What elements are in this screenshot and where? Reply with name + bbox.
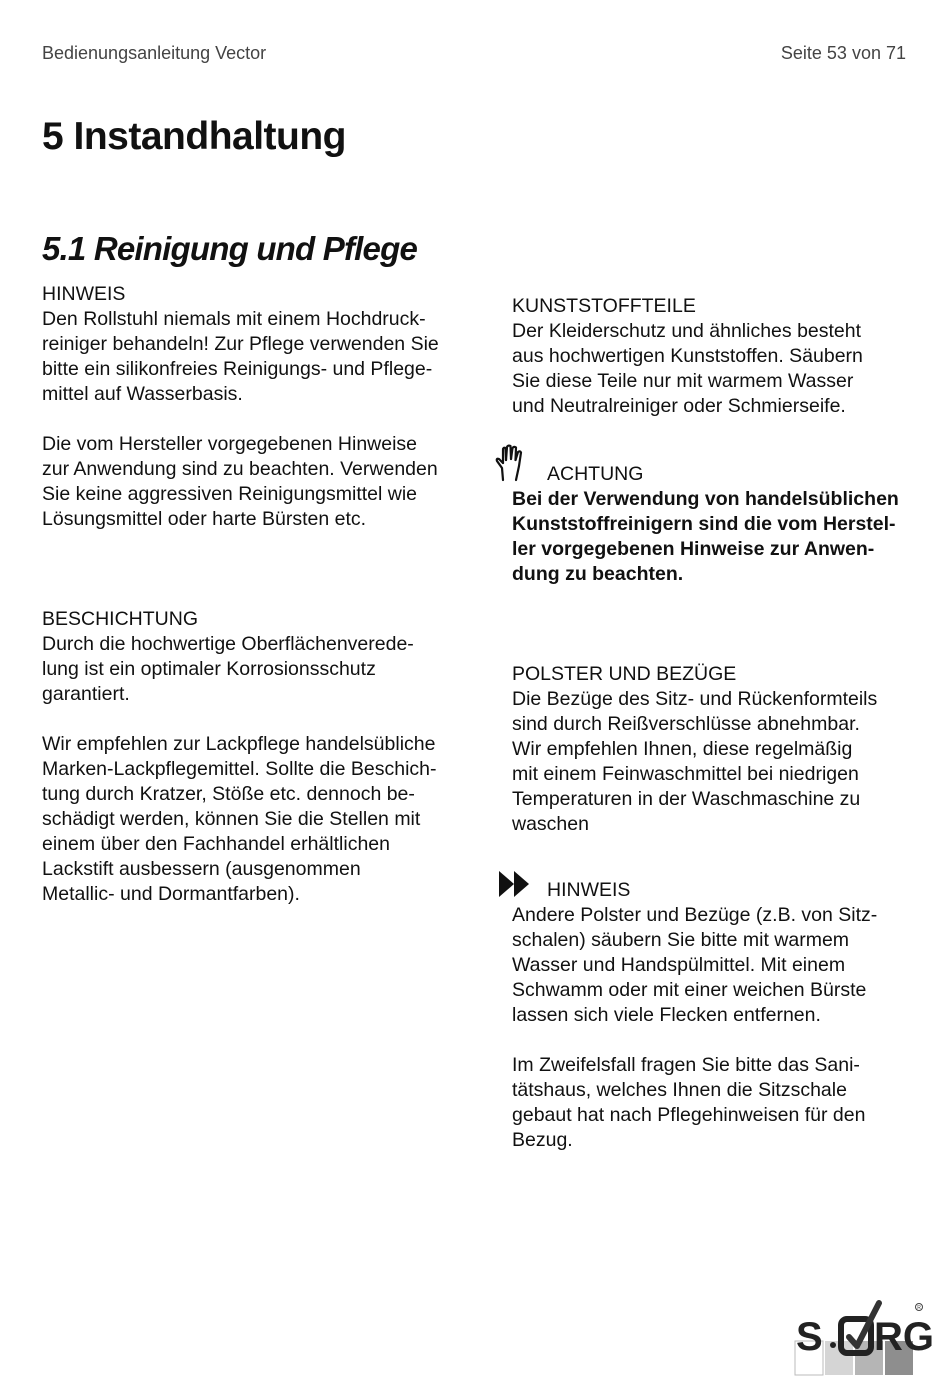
page-number: Seite 53 von 71 xyxy=(780,43,906,63)
text-line: einem über den Fachhandel erhältlichen xyxy=(42,833,390,855)
text-line: Lackstift ausbessern (ausgenommen xyxy=(42,858,361,880)
text-line: Temperaturen in der Waschmaschine zu xyxy=(512,788,861,810)
text-line: sind durch Reißverschlüsse abnehmbar. xyxy=(512,713,860,735)
chapter-title: 5 Instandhaltung xyxy=(42,115,346,158)
polster-heading: POLSTER UND BEZÜGE xyxy=(512,663,737,685)
text-line: und Neutralreiniger oder Schmierseife. xyxy=(512,395,846,417)
text-line: bitte ein silikonfreies Reinigungs- und Pflege- xyxy=(42,358,433,380)
hinweis2-heading: HINWEIS xyxy=(547,879,631,901)
text-line: Metallic- und Dormantfarben). xyxy=(42,883,300,905)
text-line: Kunststoffreinigern sind die vom Herstel- xyxy=(512,513,896,535)
beschichtung-block xyxy=(42,607,482,707)
text-line: Die vom Hersteller vorgegebenen Hinweise xyxy=(42,433,418,455)
text-line: Sie diese Teile nur mit warmem Wasser xyxy=(512,370,854,392)
hand-warning-icon xyxy=(494,444,528,482)
text-line: Durch die hochwertige Oberflächenverede- xyxy=(42,633,414,655)
text-line: Der Kleiderschutz und ähnliches besteht xyxy=(512,320,862,342)
hinweis-block xyxy=(42,282,482,407)
text-line: ler vorgegebenen Hinweise zur Anwen- xyxy=(512,538,875,560)
text-line: mittel auf Wasserbasis. xyxy=(42,383,243,405)
text-line: Marken-Lackpflegemittel. Sollte die Beschich- xyxy=(42,758,437,780)
text-line: Den Rollstuhl niemals mit einem Hochdruck- xyxy=(42,308,426,330)
text-line: waschen xyxy=(512,813,589,835)
text-line: gebaut hat nach Pflegehinweisen für den xyxy=(512,1104,866,1126)
text-line: lassen sich viele Flecken entfernen. xyxy=(512,1004,821,1026)
fast-forward-icon xyxy=(498,870,532,898)
text-line: Bei der Verwendung von handelsüblichen xyxy=(512,488,899,510)
kunststoffteile-block xyxy=(512,294,912,419)
svg-text:RG: RG xyxy=(874,1315,934,1359)
kunststoffteile-heading: KUNSTSTOFFTEILE xyxy=(512,295,696,317)
lackpflege-paragraph xyxy=(42,732,482,907)
text-line: garantiert. xyxy=(42,683,130,705)
text-line: Sie keine aggressiven Reinigungsmittel wie xyxy=(42,483,418,505)
achtung-heading: ACHTUNG xyxy=(547,463,644,485)
document-header-title: Bedienungsanleitung Vector xyxy=(42,43,267,63)
hinweis-heading: HINWEIS xyxy=(42,283,126,305)
text-line: aus hochwertigen Kunststoffen. Säubern xyxy=(512,345,863,367)
text-line: reiniger behandeln! Zur Pflege verwenden Sie xyxy=(42,333,439,355)
text-line: Andere Polster und Bezüge (z.B. von Sitz- xyxy=(512,904,878,926)
hinweis2-paragraph xyxy=(512,903,912,1028)
section-title: 5.1 Reinigung und Pflege xyxy=(42,230,417,267)
beschichtung-heading: BESCHICHTUNG xyxy=(42,608,199,630)
text-line: mit einem Feinwaschmittel bei niedrigen xyxy=(512,763,859,785)
hersteller-paragraph xyxy=(42,432,482,532)
text-line: Schwamm oder mit einer weichen Bürste xyxy=(512,979,867,1001)
text-line: schädigt werden, können Sie die Stellen mit xyxy=(42,808,421,830)
text-line: Im Zweifelsfall fragen Sie bitte das Sani- xyxy=(512,1054,860,1076)
polster-block xyxy=(512,662,912,837)
svg-text:R: R xyxy=(917,1305,921,1311)
text-line: tung durch Kratzer, Stöße etc. dennoch be- xyxy=(42,783,415,805)
text-line: lung ist ein optimaler Korrosionsschutz xyxy=(42,658,376,680)
text-line: Wir empfehlen zur Lackpflege handelsübliche xyxy=(42,733,436,755)
text-line: Wir empfehlen Ihnen, diese regelmäßig xyxy=(512,738,853,760)
text-line: dung zu beachten. xyxy=(512,563,684,585)
text-line: Lösungsmittel oder harte Bürsten etc. xyxy=(42,508,367,530)
text-line: tätshaus, welches Ihnen die Sitzschale xyxy=(512,1079,847,1101)
svg-text:S: S xyxy=(796,1315,823,1359)
text-line: Die Bezüge des Sitz- und Rückenformteils xyxy=(512,688,878,710)
sorg-logo-icon xyxy=(795,1301,934,1375)
text-line: Wasser und Handspülmittel. Mit einem xyxy=(512,954,846,976)
text-line: zur Anwendung sind zu beachten. Verwenden xyxy=(42,458,438,480)
text-line: schalen) säubern Sie bitte mit warmem xyxy=(512,929,850,951)
text-line: Bezug. xyxy=(512,1129,573,1151)
zweifelsfall-paragraph xyxy=(512,1053,912,1153)
achtung-paragraph xyxy=(512,487,912,587)
